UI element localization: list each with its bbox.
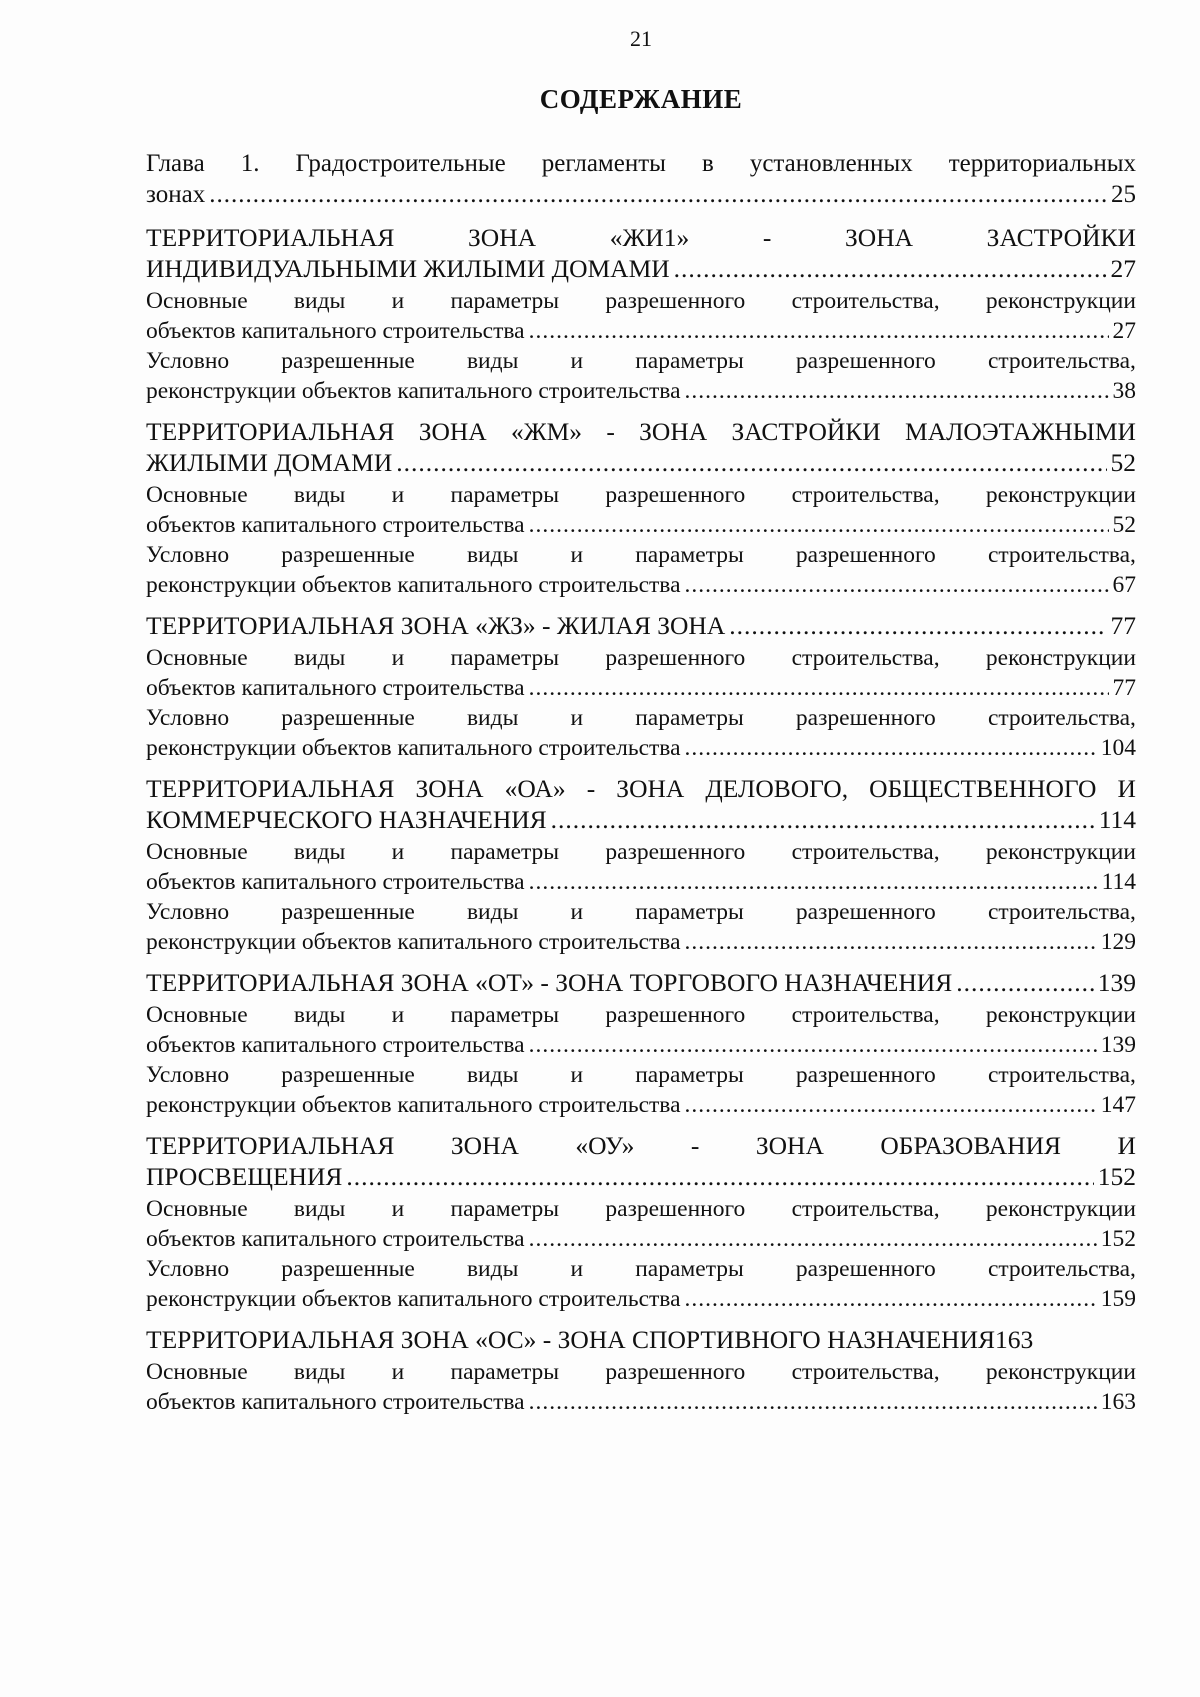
entry-word: реконструкции bbox=[985, 1196, 1136, 1222]
entry-text: объектов капитального строительства bbox=[146, 1389, 525, 1415]
entry-word: разрешенные bbox=[281, 1256, 415, 1282]
entry-word: разрешенные bbox=[281, 348, 415, 374]
entry-page-number: 152 bbox=[1100, 1226, 1136, 1252]
toc-chapter-entry[interactable] bbox=[146, 148, 1136, 210]
toc-conditional-uses-entry-line1 bbox=[146, 540, 1136, 570]
entry-word: разрешенные bbox=[281, 542, 415, 568]
entry-word: Условно bbox=[146, 542, 230, 568]
entry-word: и bbox=[391, 1196, 405, 1222]
entry-word: разрешенного bbox=[605, 645, 746, 671]
entry-word: ЗОНА bbox=[468, 223, 537, 252]
toc-conditional-uses-entry[interactable] bbox=[146, 1060, 1136, 1120]
entry-word: виды bbox=[293, 1196, 346, 1222]
entry-word: строительства, bbox=[987, 899, 1136, 925]
entry-word: виды bbox=[293, 645, 346, 671]
page-number: 21 bbox=[630, 26, 652, 51]
dot-leader bbox=[685, 1284, 1097, 1314]
dot-leader bbox=[956, 967, 1094, 998]
entry-word: виды bbox=[466, 705, 519, 731]
entry-word: строительства, bbox=[791, 1359, 940, 1385]
entry-word: регламенты bbox=[541, 150, 666, 177]
entry-word: И bbox=[1117, 1131, 1136, 1160]
entry-word: реконструкции bbox=[985, 1359, 1136, 1385]
dot-leader bbox=[346, 1161, 1093, 1192]
entry-page-number: 52 bbox=[1112, 512, 1136, 538]
toc-basic-uses-entry[interactable] bbox=[146, 286, 1136, 346]
toc-basic-uses-entry-line1 bbox=[146, 1357, 1136, 1387]
dot-leader bbox=[729, 610, 1106, 641]
toc-basic-uses-entry-line1 bbox=[146, 1000, 1136, 1030]
entry-word: Основные bbox=[146, 1196, 248, 1222]
entry-word: разрешенного bbox=[605, 482, 746, 508]
toc-conditional-uses-entry-line1 bbox=[146, 1060, 1136, 1090]
entry-word: строительства, bbox=[987, 542, 1136, 568]
entry-word: и bbox=[391, 288, 405, 314]
entry-page-number: 104 bbox=[1100, 735, 1136, 761]
entry-word: и bbox=[391, 1002, 405, 1028]
dot-leader bbox=[209, 179, 1107, 210]
entry-word: Условно bbox=[146, 899, 230, 925]
entry-word: Основные bbox=[146, 288, 248, 314]
entry-page-number: 52 bbox=[1110, 448, 1136, 477]
toc-basic-uses-entry[interactable] bbox=[146, 1000, 1136, 1060]
toc-basic-uses-entry-line2 bbox=[146, 1387, 1136, 1417]
entry-word: параметры bbox=[635, 348, 744, 374]
entry-word: параметры bbox=[635, 1256, 744, 1282]
entry-word: разрешенные bbox=[281, 1062, 415, 1088]
toc-zone-entry[interactable] bbox=[146, 1324, 1136, 1355]
entry-word: «ОУ» bbox=[575, 1131, 635, 1160]
toc-title: СОДЕРЖАНИЕ bbox=[539, 84, 743, 114]
entry-word: виды bbox=[466, 1256, 519, 1282]
entry-word: реконструкции bbox=[985, 482, 1136, 508]
entry-word: разрешенного bbox=[605, 1002, 746, 1028]
entry-word: Условно bbox=[146, 1062, 230, 1088]
entry-page-number: 77 bbox=[1110, 611, 1136, 640]
entry-page-number: 67 bbox=[1112, 572, 1136, 598]
entry-word: разрешенные bbox=[281, 899, 415, 925]
dot-leader bbox=[529, 510, 1109, 540]
dot-leader bbox=[685, 570, 1109, 600]
toc-basic-uses-entry-line2 bbox=[146, 510, 1136, 540]
toc-basic-uses-entry-line2 bbox=[146, 1030, 1136, 1060]
dot-leader bbox=[685, 376, 1109, 406]
toc-basic-uses-entry-line1 bbox=[146, 643, 1136, 673]
entry-word: ДЕЛОВОГО, bbox=[705, 774, 849, 803]
entry-page-number: 159 bbox=[1100, 1286, 1136, 1312]
entry-word: - bbox=[586, 774, 596, 803]
entry-word: параметры bbox=[450, 288, 560, 314]
entry-word: и bbox=[391, 645, 405, 671]
dot-leader bbox=[551, 804, 1095, 835]
toc-conditional-uses-entry-line1 bbox=[146, 897, 1136, 927]
entry-page-number: 114 bbox=[1098, 805, 1136, 834]
entry-word: ОБРАЗОВАНИЯ bbox=[880, 1131, 1061, 1160]
dot-leader bbox=[685, 733, 1097, 763]
entry-word: разрешенного bbox=[795, 542, 936, 568]
dot-leader bbox=[685, 927, 1097, 957]
toc-basic-uses-entry-line1 bbox=[146, 286, 1136, 316]
entry-page-number: 163 bbox=[995, 1325, 1034, 1354]
entry-word: разрешенного bbox=[605, 288, 746, 314]
entry-word: строительства, bbox=[987, 705, 1136, 731]
entry-word: в bbox=[701, 150, 714, 177]
toc-basic-uses-entry[interactable] bbox=[146, 480, 1136, 540]
toc-basic-uses-entry-line2 bbox=[146, 867, 1136, 897]
toc-zone-entry-line1 bbox=[146, 773, 1136, 804]
entry-word: разрешенные bbox=[281, 705, 415, 731]
toc-conditional-uses-entry-line2 bbox=[146, 1284, 1136, 1314]
toc-conditional-uses-entry-line2 bbox=[146, 1090, 1136, 1120]
entry-word: Условно bbox=[146, 348, 230, 374]
entry-word: строительства, bbox=[791, 1196, 940, 1222]
entry-page-number: 147 bbox=[1100, 1092, 1136, 1118]
dot-leader bbox=[685, 1090, 1097, 1120]
toc-chapter-entry-line1 bbox=[146, 148, 1136, 179]
toc-basic-uses-entry[interactable] bbox=[146, 643, 1136, 703]
entry-word: разрешенного bbox=[795, 348, 936, 374]
dot-leader bbox=[674, 253, 1107, 284]
toc-basic-uses-entry-line1 bbox=[146, 1194, 1136, 1224]
toc-zone-entry[interactable] bbox=[146, 773, 1136, 835]
entry-text: объектов капитального строительства bbox=[146, 675, 525, 701]
entry-word: «ЖИ1» bbox=[609, 223, 690, 252]
entry-page-number: 114 bbox=[1101, 869, 1136, 895]
toc-zone-entry-line2 bbox=[146, 1161, 1136, 1192]
entry-word: строительства, bbox=[791, 288, 940, 314]
entry-text: объектов капитального строительства bbox=[146, 869, 525, 895]
entry-word: 1. bbox=[240, 150, 260, 177]
toc-conditional-uses-entry[interactable] bbox=[146, 703, 1136, 763]
toc-conditional-uses-entry-line2 bbox=[146, 927, 1136, 957]
entry-text: ИНДИВИДУАЛЬНЫМИ ЖИЛЫМИ ДОМАМИ bbox=[146, 254, 670, 283]
entry-page-number: 25 bbox=[1111, 181, 1136, 208]
entry-word: и bbox=[391, 839, 405, 865]
entry-page-number: 163 bbox=[1100, 1389, 1136, 1415]
entry-word: ЗОНА bbox=[415, 774, 484, 803]
entry-word: МАЛОЭТАЖНЫМИ bbox=[905, 417, 1136, 446]
entry-word: параметры bbox=[635, 705, 744, 731]
toc-zone-entry-line2 bbox=[146, 447, 1136, 478]
entry-word: разрешенного bbox=[795, 1256, 936, 1282]
entry-word: строительства, bbox=[987, 348, 1136, 374]
entry-word: «ЖМ» bbox=[511, 417, 583, 446]
entry-word: и bbox=[570, 348, 584, 374]
toc-zone-entry-line2 bbox=[146, 804, 1136, 835]
toc-conditional-uses-entry-line1 bbox=[146, 703, 1136, 733]
toc-basic-uses-entry-line2 bbox=[146, 1224, 1136, 1254]
entry-word: параметры bbox=[450, 839, 560, 865]
entry-word: Условно bbox=[146, 1256, 230, 1282]
entry-text: КОММЕРЧЕСКОГО НАЗНАЧЕНИЯ bbox=[146, 805, 547, 834]
entry-text: объектов капитального строительства bbox=[146, 1226, 525, 1252]
toc-basic-uses-entry-line2 bbox=[146, 316, 1136, 346]
entry-page-number: 152 bbox=[1097, 1162, 1136, 1191]
entry-text: реконструкции объектов капитального строительства bbox=[146, 378, 681, 404]
entry-word: строительства, bbox=[791, 482, 940, 508]
toc-zone-entry[interactable] bbox=[146, 610, 1136, 641]
toc-basic-uses-entry-line2 bbox=[146, 673, 1136, 703]
entry-word: реконструкции bbox=[985, 645, 1136, 671]
toc-basic-uses-entry[interactable] bbox=[146, 1194, 1136, 1254]
toc-zone-entry-line1 bbox=[146, 1130, 1136, 1161]
toc-zone-entry[interactable] bbox=[146, 416, 1136, 478]
entry-word: реконструкции bbox=[985, 1002, 1136, 1028]
entry-word: и bbox=[570, 542, 584, 568]
entry-word: - bbox=[762, 223, 772, 252]
dot-leader bbox=[529, 673, 1109, 703]
entry-word: ЗОНА bbox=[418, 417, 487, 446]
entry-word: параметры bbox=[450, 1002, 560, 1028]
entry-word: реконструкции bbox=[985, 288, 1136, 314]
entry-text: реконструкции объектов капитального строительства bbox=[146, 1286, 681, 1312]
entry-page-number: 139 bbox=[1100, 1032, 1136, 1058]
entry-page-number: 77 bbox=[1112, 675, 1136, 701]
entry-text: реконструкции объектов капитального строительства bbox=[146, 572, 681, 598]
toc-conditional-uses-entry[interactable] bbox=[146, 346, 1136, 406]
entry-text: зонах bbox=[146, 181, 206, 208]
entry-word: Основные bbox=[146, 1002, 248, 1028]
toc-zone-entry[interactable] bbox=[146, 1130, 1136, 1192]
dot-leader bbox=[529, 316, 1109, 346]
toc-zone-entry-line1 bbox=[146, 222, 1136, 253]
entry-word: разрешенного bbox=[795, 705, 936, 731]
entry-word: Основные bbox=[146, 645, 248, 671]
entry-text: ТЕРРИТОРИАЛЬНАЯ ЗОНА «ОС» - ЗОНА СПОРТИВНОГО НАЗНАЧЕНИЯ bbox=[146, 1325, 995, 1354]
entry-word: ОБЩЕСТВЕННОГО bbox=[869, 774, 1097, 803]
entry-word: виды bbox=[293, 1359, 346, 1385]
entry-word: Основные bbox=[146, 1359, 248, 1385]
entry-page-number: 38 bbox=[1112, 378, 1136, 404]
toc-zone-entry[interactable] bbox=[146, 967, 1136, 998]
entry-word: и bbox=[570, 899, 584, 925]
entry-page-number: 27 bbox=[1110, 254, 1136, 283]
entry-word: виды bbox=[293, 1002, 346, 1028]
entry-word: разрешенного bbox=[605, 1359, 746, 1385]
toc-conditional-uses-entry-line1 bbox=[146, 346, 1136, 376]
entry-text: реконструкции объектов капитального строительства bbox=[146, 735, 681, 761]
entry-word: разрешенного bbox=[795, 1062, 936, 1088]
entry-word: установленных bbox=[749, 150, 913, 177]
entry-word: реконструкции bbox=[985, 839, 1136, 865]
entry-page-number: 129 bbox=[1100, 929, 1136, 955]
entry-word: ЗОНА bbox=[845, 223, 914, 252]
entry-word: строительства, bbox=[791, 645, 940, 671]
entry-word: и bbox=[570, 1062, 584, 1088]
dot-leader bbox=[529, 1387, 1097, 1417]
entry-page-number: 27 bbox=[1112, 318, 1136, 344]
entry-text: ЖИЛЫМИ ДОМАМИ bbox=[146, 448, 393, 477]
entry-word: ЗОНА bbox=[450, 1131, 519, 1160]
entry-word: разрешенного bbox=[605, 1196, 746, 1222]
entry-word: Глава bbox=[146, 150, 205, 177]
toc-conditional-uses-entry[interactable] bbox=[146, 897, 1136, 957]
dot-leader bbox=[529, 867, 1098, 897]
entry-word: строительства, bbox=[791, 839, 940, 865]
entry-word: - bbox=[690, 1131, 700, 1160]
toc-conditional-uses-entry-line2 bbox=[146, 733, 1136, 763]
entry-word: виды bbox=[293, 482, 346, 508]
toc-conditional-uses-entry[interactable] bbox=[146, 1254, 1136, 1314]
entry-word: параметры bbox=[450, 1196, 560, 1222]
entry-text: реконструкции объектов капитального строительства bbox=[146, 929, 681, 955]
toc-zone-line bbox=[146, 610, 1136, 641]
entry-word: Условно bbox=[146, 705, 230, 731]
dot-leader bbox=[396, 447, 1106, 478]
entry-word: ТЕРРИТОРИАЛЬНАЯ bbox=[146, 1131, 395, 1160]
table-of-contents bbox=[146, 148, 1136, 1417]
entry-word: ТЕРРИТОРИАЛЬНАЯ bbox=[146, 417, 395, 446]
entry-text: объектов капитального строительства bbox=[146, 318, 525, 344]
toc-conditional-uses-entry[interactable] bbox=[146, 540, 1136, 600]
entry-word: «ОА» bbox=[504, 774, 566, 803]
entry-word: виды bbox=[466, 542, 519, 568]
entry-word: ЗОНА bbox=[639, 417, 708, 446]
toc-zone-entry-line1 bbox=[146, 416, 1136, 447]
entry-word: виды bbox=[293, 839, 346, 865]
entry-text: ПРОСВЕЩЕНИЯ bbox=[146, 1162, 343, 1191]
toc-conditional-uses-entry-line2 bbox=[146, 376, 1136, 406]
entry-page-number: 139 bbox=[1097, 968, 1136, 997]
toc-zone-line bbox=[146, 1324, 1136, 1355]
entry-word: параметры bbox=[450, 1359, 560, 1385]
entry-word: виды bbox=[466, 899, 519, 925]
entry-word: строительства, bbox=[987, 1062, 1136, 1088]
toc-conditional-uses-entry-line1 bbox=[146, 1254, 1136, 1284]
toc-basic-uses-entry-line1 bbox=[146, 480, 1136, 510]
toc-zone-line bbox=[146, 967, 1136, 998]
dot-leader bbox=[529, 1224, 1097, 1254]
toc-basic-uses-entry[interactable] bbox=[146, 1357, 1136, 1417]
toc-chapter-entry-line2 bbox=[146, 179, 1136, 210]
entry-word: ТЕРРИТОРИАЛЬНАЯ bbox=[146, 223, 395, 252]
toc-basic-uses-entry-line1 bbox=[146, 837, 1136, 867]
toc-basic-uses-entry[interactable] bbox=[146, 837, 1136, 897]
entry-word: параметры bbox=[450, 482, 560, 508]
entry-word: ТЕРРИТОРИАЛЬНАЯ bbox=[146, 774, 395, 803]
entry-word: строительства, bbox=[987, 1256, 1136, 1282]
toc-zone-entry-line2 bbox=[146, 253, 1136, 284]
entry-word: и bbox=[391, 1359, 405, 1385]
entry-word: Основные bbox=[146, 839, 248, 865]
entry-word: ЗОНА bbox=[755, 1131, 824, 1160]
entry-word: виды bbox=[466, 348, 519, 374]
entry-word: разрешенного bbox=[795, 899, 936, 925]
entry-word: и bbox=[391, 482, 405, 508]
entry-text: ТЕРРИТОРИАЛЬНАЯ ЗОНА «ЖЗ» - ЖИЛАЯ ЗОНА bbox=[146, 611, 726, 640]
entry-word: параметры bbox=[635, 542, 744, 568]
entry-text: ТЕРРИТОРИАЛЬНАЯ ЗОНА «ОТ» - ЗОНА ТОРГОВОГО НАЗНАЧЕНИЯ bbox=[146, 968, 953, 997]
entry-word: Градостроительные bbox=[295, 150, 506, 177]
entry-word: и bbox=[570, 1256, 584, 1282]
entry-word: - bbox=[606, 417, 615, 446]
entry-word: строительства, bbox=[791, 1002, 940, 1028]
entry-word: разрешенного bbox=[605, 839, 746, 865]
toc-zone-entry[interactable] bbox=[146, 222, 1136, 284]
entry-word: ЗАСТРОЙКИ bbox=[731, 417, 881, 446]
entry-word: виды bbox=[293, 288, 346, 314]
entry-text: объектов капитального строительства bbox=[146, 1032, 525, 1058]
entry-word: параметры bbox=[635, 899, 744, 925]
entry-word: и bbox=[570, 705, 584, 731]
entry-word: Основные bbox=[146, 482, 248, 508]
dot-leader bbox=[529, 1030, 1097, 1060]
entry-word: виды bbox=[466, 1062, 519, 1088]
entry-word: параметры bbox=[635, 1062, 744, 1088]
entry-text: реконструкции объектов капитального строительства bbox=[146, 1092, 681, 1118]
entry-word: параметры bbox=[450, 645, 560, 671]
entry-text: объектов капитального строительства bbox=[146, 512, 525, 538]
entry-word: ЗАСТРОЙКИ bbox=[986, 223, 1136, 252]
toc-conditional-uses-entry-line2 bbox=[146, 570, 1136, 600]
entry-word: территориальных bbox=[948, 150, 1136, 177]
entry-word: ЗОНА bbox=[616, 774, 685, 803]
entry-word: И bbox=[1117, 774, 1136, 803]
